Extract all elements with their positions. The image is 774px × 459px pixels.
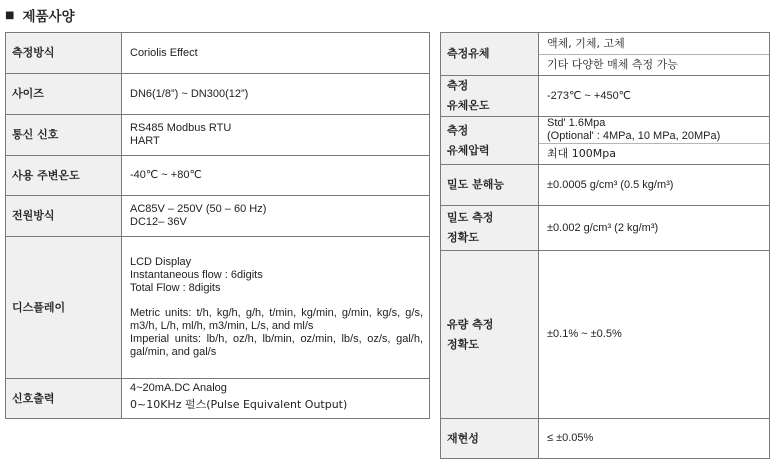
row-label: 측정 유체온도: [441, 76, 539, 117]
row-value: 액체, 기체, 고체 기타 다양한 매체 측정 가능: [539, 33, 770, 76]
row-label: 측정 유체압력: [441, 117, 539, 165]
table-row: [441, 206, 770, 251]
row-label: 밀도 분해능: [441, 165, 539, 206]
row-value: ±0.002 g/cm³ (2 kg/m³): [539, 206, 770, 251]
table-row: [6, 33, 430, 74]
table-row: [441, 251, 770, 419]
section-title: 제품사양: [22, 9, 75, 25]
section-heading: [5, 6, 75, 24]
table-row: [6, 156, 430, 196]
row-label: 밀도 측정 정확도: [441, 206, 539, 251]
table-row: [441, 117, 770, 165]
row-value: ±0.0005 g/cm³ (0.5 kg/m³): [539, 165, 770, 206]
row-value: ±0.1% ~ ±0.5%: [539, 251, 770, 419]
row-label: 전원방식: [6, 196, 122, 237]
row-value: AC85V – 250V (50 – 60 Hz) DC12– 36V: [122, 196, 430, 237]
table-row: [6, 74, 430, 115]
table-row: [441, 33, 770, 76]
spec-table-left: [5, 32, 430, 419]
row-label: 신호출력: [6, 379, 122, 419]
row-value: -40℃ ~ +80℃: [122, 156, 430, 196]
table-row: [6, 196, 430, 237]
row-label: 측정유체: [441, 33, 539, 76]
row-value: ≤ ±0.05%: [539, 419, 770, 459]
table-row: [6, 115, 430, 156]
row-value: LCD Display Instantaneous flow : 6digits Total Flow : 8digits Metric units: t/h, kg/h, g/h, t/min, kg/min, g/min, kg/s, g/s, m3/h, L/h, ml/h, m3/min, L/s, and ml/s Imperial units: lb/h, oz/h, lb/min, oz/min, lb/s, oz/s, gal/h, gal/min, and gal/s: [122, 237, 430, 379]
spec-table-right: [440, 32, 770, 459]
row-value: 4~20mA.DC Analog 0~10KHz 펄스(Pulse Equivalent Output): [122, 379, 430, 419]
row-label: 디스플레이: [6, 237, 122, 379]
bullet-square-icon: ■: [5, 9, 15, 21]
table-row: [441, 76, 770, 117]
row-label: 재현성: [441, 419, 539, 459]
table-row: [441, 419, 770, 459]
row-value: Std' 1.6Mpa (Optional' : 4MPa, 10 MPa, 20MPa) 최대 100Mpa: [539, 117, 770, 165]
table-row: [6, 379, 430, 419]
row-value: Coriolis Effect: [122, 33, 430, 74]
row-label: 사이즈: [6, 74, 122, 115]
row-value: RS485 Modbus RTU HART: [122, 115, 430, 156]
row-label: 유량 측정 정확도: [441, 251, 539, 419]
row-value: DN6(1/8”) ~ DN300(12”): [122, 74, 430, 115]
table-row: [441, 165, 770, 206]
row-label: 통신 신호: [6, 115, 122, 156]
table-row: [6, 237, 430, 379]
row-value: -273℃ ~ +450℃: [539, 76, 770, 117]
row-label: 측정방식: [6, 33, 122, 74]
row-label: 사용 주변온도: [6, 156, 122, 196]
